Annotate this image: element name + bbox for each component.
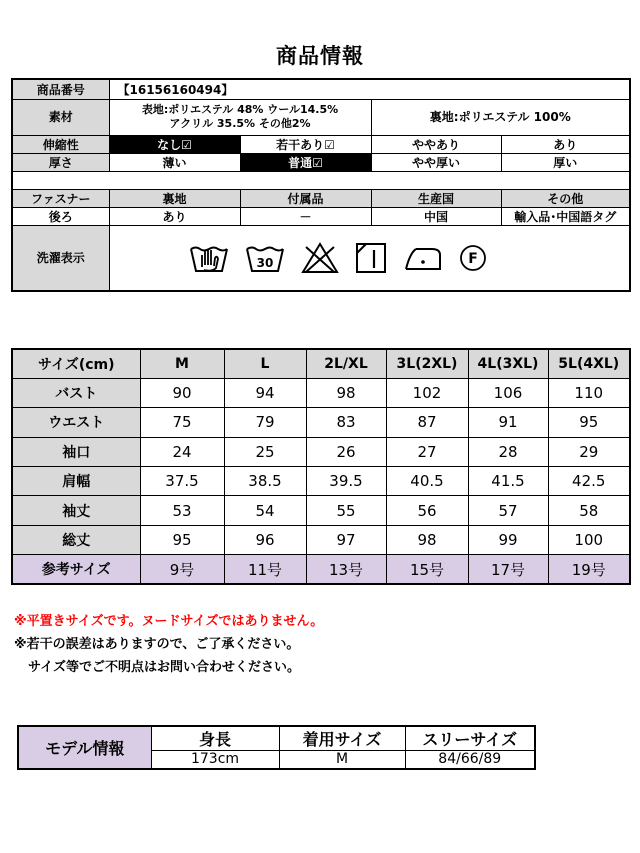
thickness-option-normal: 普通☑ (240, 153, 371, 171)
origin-header: 生産国 (371, 189, 501, 207)
stretch-row (12, 135, 630, 153)
thickness-option-somewhat-thick: やや厚い (371, 153, 501, 171)
row-label: ウエスト (12, 408, 140, 437)
row-label: 袖口 (12, 437, 140, 466)
table-cell: 94 (224, 378, 306, 407)
other-value: 輸入品･中国語タグ (501, 207, 630, 225)
size-header-m: M (140, 349, 224, 378)
fastener-header: ファスナー (12, 189, 109, 207)
table-cell: 28 (468, 437, 548, 466)
wash-row (12, 225, 630, 291)
row-label: 袖丈 (12, 496, 140, 525)
table-cell: 110 (548, 378, 630, 407)
table-cell: 106 (468, 378, 548, 407)
thickness-label: 厚さ (12, 153, 109, 171)
row-label: 肩幅 (12, 467, 140, 496)
size-notes (14, 610, 323, 679)
model-height-value: 173cm (151, 751, 279, 769)
stretch-option-slight: 若干あり☑ (240, 135, 371, 153)
row-label: バスト (12, 378, 140, 407)
material-outer-line1: 表地:ポリエステル 48% ウール14.5% (141, 103, 339, 116)
table-cell: 83 (306, 408, 386, 437)
product-info-table (11, 78, 631, 292)
table-cell: 55 (306, 496, 386, 525)
material-lining: 裏地:ポリエステル 100% (371, 99, 630, 135)
table-cell: 57 (468, 496, 548, 525)
spacer-cell (12, 171, 630, 189)
details-value-row (12, 207, 630, 225)
table-row (12, 467, 630, 496)
table-cell: 53 (140, 496, 224, 525)
table-cell: 54 (224, 496, 306, 525)
model-size-value: M (279, 751, 405, 769)
table-cell: 98 (386, 525, 468, 554)
model-header-row (18, 726, 535, 751)
accessories-header: 付属品 (240, 189, 371, 207)
flat-size-note: ※平置きサイズです。ヌードサイズではありません。 (14, 614, 324, 629)
table-cell: 27 (386, 437, 468, 466)
material-outer-line2: アクリル 35.5% その他2% (169, 117, 311, 130)
reference-size-cell: 19号 (548, 555, 630, 584)
no-bleach-icon (300, 241, 340, 275)
row-label: 総丈 (12, 525, 140, 554)
stretch-label: 伸縮性 (12, 135, 109, 153)
table-cell: 41.5 (468, 467, 548, 496)
table-cell: 99 (468, 525, 548, 554)
table-cell: 26 (306, 437, 386, 466)
table-cell: 29 (548, 437, 630, 466)
model-measurements-header: スリーサイズ (405, 726, 535, 751)
lining-header: 裏地 (109, 189, 240, 207)
model-info-label: モデル情報 (18, 726, 151, 769)
reference-size-cell: 11号 (224, 555, 306, 584)
wash-icons (112, 241, 628, 275)
hand-wash-icon (188, 241, 230, 275)
material-row (12, 99, 630, 135)
origin-value: 中国 (371, 207, 501, 225)
dry-clean-letter: F (467, 250, 478, 267)
table-row (12, 408, 630, 437)
table-cell: 91 (468, 408, 548, 437)
model-size-header: 着用サイズ (279, 726, 405, 751)
thickness-option-thin: 薄い (109, 153, 240, 171)
product-no: 【16156160494】 (109, 79, 630, 99)
table-cell: 95 (548, 408, 630, 437)
table-cell: 90 (140, 378, 224, 407)
table-cell: 38.5 (224, 467, 306, 496)
wash-30-icon (244, 241, 286, 275)
iron-low-icon (402, 241, 444, 275)
table-cell: 39.5 (306, 467, 386, 496)
stretch-option-somewhat: ややあり (371, 135, 501, 153)
accessories-value: － (240, 207, 371, 225)
size-header-label: サイズ(cm) (12, 349, 140, 378)
model-measurements-value: 84/66/89 (405, 751, 535, 769)
table-cell: 56 (386, 496, 468, 525)
table-cell: 100 (548, 525, 630, 554)
table-cell: 58 (548, 496, 630, 525)
model-info-table (17, 725, 536, 770)
thickness-option-thick: 厚い (501, 153, 630, 171)
thickness-row (12, 153, 630, 171)
table-cell: 87 (386, 408, 468, 437)
model-height-header: 身長 (151, 726, 279, 751)
product-no-row (12, 79, 630, 99)
size-header-row (12, 349, 630, 378)
table-cell: 24 (140, 437, 224, 466)
table-cell: 79 (224, 408, 306, 437)
table-cell: 96 (224, 525, 306, 554)
reference-size-label: 参考サイズ (12, 555, 140, 584)
table-cell: 42.5 (548, 467, 630, 496)
table-row (12, 437, 630, 466)
table-cell: 95 (140, 525, 224, 554)
wash-temp-label: 30 (256, 255, 273, 270)
stretch-option-yes: あり (501, 135, 630, 153)
fastener-value: 後ろ (12, 207, 109, 225)
page-title: 商品情報 (276, 44, 364, 68)
reference-size-cell: 17号 (468, 555, 548, 584)
reference-size-cell: 9号 (140, 555, 224, 584)
other-header: その他 (501, 189, 630, 207)
stretch-option-none: なし☑ (109, 135, 240, 153)
table-cell: 97 (306, 525, 386, 554)
table-cell: 25 (224, 437, 306, 466)
dry-clean-f-icon (458, 243, 488, 273)
inquiry-note: サイズ等でご不明点はお問い合わせください。 (28, 660, 300, 675)
table-cell: 102 (386, 378, 468, 407)
table-cell: 98 (306, 378, 386, 407)
table-row (12, 378, 630, 407)
tolerance-note: ※若干の誤差はありますので、ご了承ください。 (14, 637, 300, 652)
table-cell: 40.5 (386, 467, 468, 496)
details-header-row (12, 189, 630, 207)
product-no-label: 商品番号 (12, 79, 109, 99)
table-row (12, 525, 630, 554)
spacer-row (12, 171, 630, 189)
table-cell: 75 (140, 408, 224, 437)
material-label: 素材 (12, 99, 109, 135)
wash-label: 洗濯表示 (12, 225, 109, 291)
table-row (12, 496, 630, 525)
line-dry-shade-icon (354, 241, 388, 275)
reference-size-cell: 13号 (306, 555, 386, 584)
size-header-5l: 5L(4XL) (548, 349, 630, 378)
reference-size-row (12, 555, 630, 584)
reference-size-cell: 15号 (386, 555, 468, 584)
size-table (11, 348, 631, 585)
table-cell: 37.5 (140, 467, 224, 496)
material-outer (109, 99, 371, 135)
wash-icons-cell (109, 225, 630, 291)
size-header-2l: 2L/XL (306, 349, 386, 378)
size-header-4l: 4L(3XL) (468, 349, 548, 378)
size-header-3l: 3L(2XL) (386, 349, 468, 378)
lining-value: あり (109, 207, 240, 225)
size-header-l: L (224, 349, 306, 378)
